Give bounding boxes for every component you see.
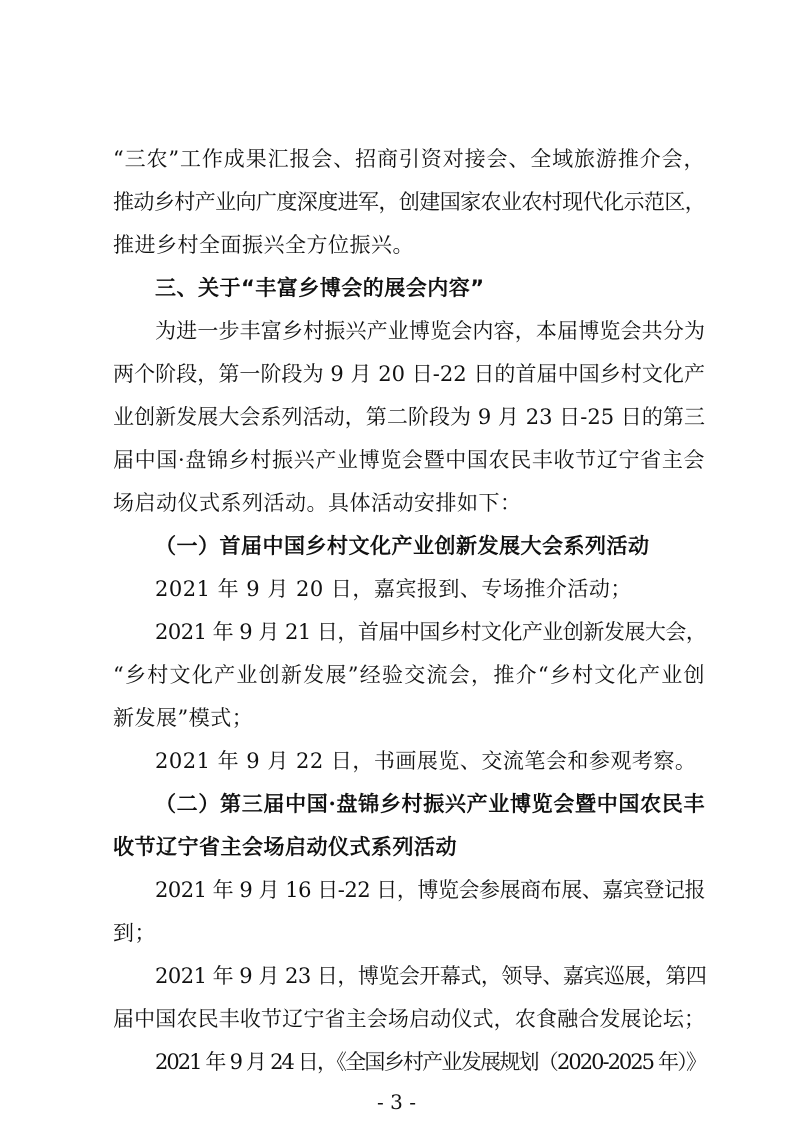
schedule-item-continued: 新发展”模式； <box>113 706 254 730</box>
schedule-item: 2021 年 9 月 20 日，嘉宾报到、专场推介活动； <box>155 577 632 601</box>
schedule-item: 2021 年 9 月 21 日，首届中国乡村文化产业创新发展大会， <box>155 620 707 644</box>
paragraph-line: 两个阶段，第一阶段为 9 月 20 日-22 日的首届中国乡村文化产 <box>113 362 705 386</box>
page-number: - 3 - <box>377 1090 416 1114</box>
paragraph-line: 推动乡村产业向广度深度进军，创建国家农业农村现代化示范区， <box>113 190 705 214</box>
subsection-heading-2-continued: 收节辽宁省主会场启动仪式系列活动 <box>113 834 457 859</box>
section-heading: 三、关于“丰富乡博会的展会内容” <box>155 276 485 300</box>
paragraph-line: “三农”工作成果汇报会、招商引资对接会、全域旅游推介会， <box>113 147 705 171</box>
schedule-item: 2021 年 9 月 23 日，博览会开幕式，领导、嘉宾巡展，第四 <box>155 964 707 988</box>
schedule-item: 2021 年 9 月 22 日，书画展览、交流笔会和参观考察。 <box>155 749 697 773</box>
subsection-heading-2: （二）第三届中国·盘锦乡村振兴产业博览会暨中国农民丰 <box>155 791 705 816</box>
schedule-item-continued: 到； <box>113 921 156 945</box>
paragraph-line: 届中国·盘锦乡村振兴产业博览会暨中国农民丰收节辽宁省主会 <box>113 448 705 472</box>
paragraph-line: 为进一步丰富乡村振兴产业博览会内容，本届博览会共分为 <box>155 319 705 343</box>
paragraph-line: 场启动仪式系列活动。具体活动安排如下： <box>113 491 522 515</box>
paragraph-line: 业创新发展大会系列活动，第二阶段为 9 月 23 日-25 日的第三 <box>113 405 705 429</box>
schedule-item: 2021 年 9 月 16 日-22 日，博览会参展商布展、嘉宾登记报 <box>155 878 705 902</box>
schedule-item-continued: 届中国农民丰收节辽宁省主会场启动仪式，农食融合发展论坛； <box>113 1007 705 1031</box>
schedule-item-continued: “乡村文化产业创新发展”经验交流会，推介“乡村文化产业创 <box>113 663 705 687</box>
schedule-item: 2021 年 9 月 24 日，《全国乡村产业发展规划（2020-2025 年）》 <box>155 1050 705 1074</box>
paragraph-line: 推进乡村全面振兴全方位振兴。 <box>113 233 414 257</box>
subsection-heading-1: （一）首届中国乡村文化产业创新发展大会系列活动 <box>155 533 650 558</box>
